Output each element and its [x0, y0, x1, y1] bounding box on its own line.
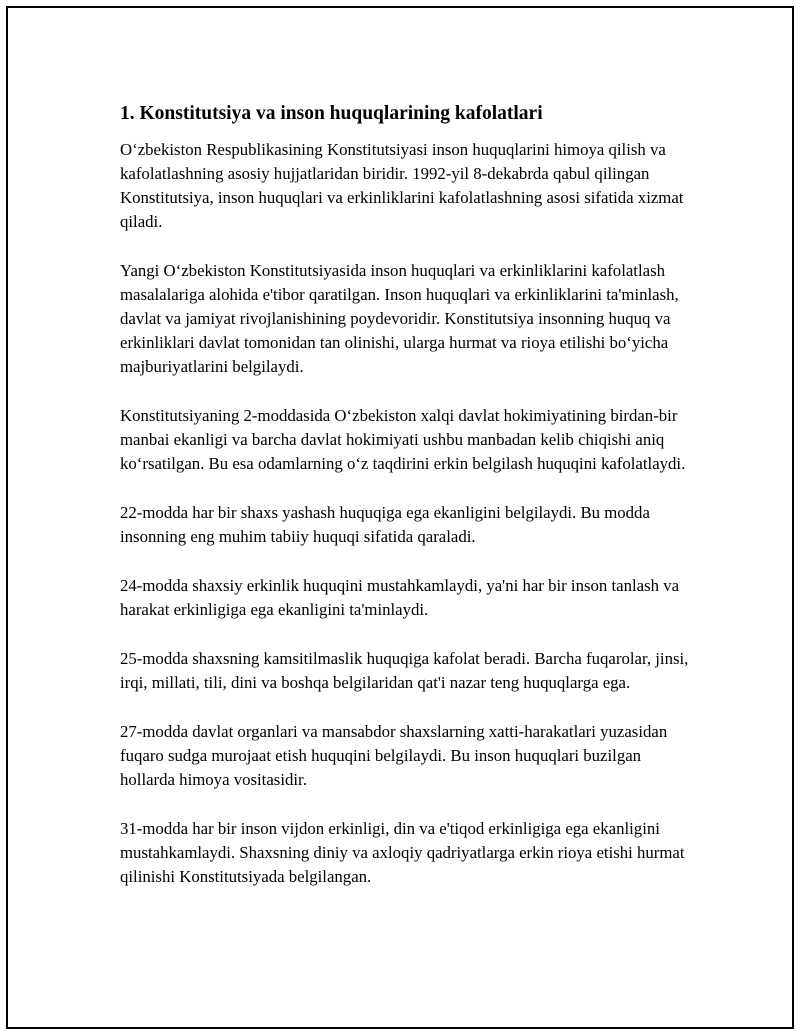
page-frame — [6, 6, 794, 1029]
document-body — [120, 92, 692, 914]
paragraph-intro: O‘zbekiston Respublikasining Konstitutsiyasi inson huquqlarini himoya qilish va kafolatlashning asosiy hujjatlaridan biridir. 1992-yil 8-dekabrda qabul qilingan Konstitutsiya, inson huquqlari va erkinliklarini kafolatlashning asosi sifatida xizmat qiladi. — [120, 140, 684, 231]
paragraph-article-25: 25-modda shaxsning kamsitilmaslik huquqiga kafolat beradi. Barcha fuqarolar, jinsi, irqi, millati, tili, dini va boshqa belgilaridan qat'i nazar teng huquqlarga ega. — [120, 649, 689, 692]
paragraph-article-27: 27-modda davlat organlari va mansabdor shaxslarning xatti-harakatlari yuzasidan fuqaro sudga murojaat etish huquqini belgilaydi. Bu inson huquqlari buzilgan hollarda himoya vositasidir. — [120, 722, 668, 789]
paragraph-article-31: 31-modda har bir inson vijdon erkinligi, din va e'tiqod erkinligiga ega ekanligini mustahkamlaydi. Shaxsning diniy va axloqiy qadriyatlarga erkin rioya etishi hurmat qilinishi Konstitutsiyada belgilangan. — [120, 819, 685, 886]
paragraph-article-24: 24-modda shaxsiy erkinlik huquqini mustahkamlaydi, ya'ni har bir inson tanlash va harakat erkinligiga ega ekanligini ta'minlaydi. — [120, 576, 680, 619]
paragraph-new-constitution: Yangi O‘zbekiston Konstitutsiyasida inson huquqlari va erkinliklarini kafolatlash masalalariga alohida e'tibor qaratilgan. Inson huquqlari va erkinliklarini ta'minlash, davlat va jamiyat rivojlanishining poydevoridir. Konstitutsiya insonning huquq va erkinliklari davlat tomonidan tan olinishi, ularga hurmat va rioya etilishi bo‘yicha majburiyatlarini belgilaydi. — [120, 261, 679, 376]
paragraph-article-2: Konstitutsiyaning 2-moddasida O‘zbekiston xalqi davlat hokimiyatining birdan-bir manbai ekanligi va barcha davlat hokimiyati ushbu manbadan kelib chiqishi aniq ko‘rsatilgan. Bu esa odamlarning o‘z taqdirini erkin belgilash huquqini kafolatlaydi. — [120, 406, 686, 473]
paragraph-article-22: 22-modda har bir shaxs yashash huquqiga ega ekanligini belgilaydi. Bu modda insonning eng muhim tabiiy huquqi sifatida qaraladi. — [120, 503, 650, 546]
document-title: 1. Konstitutsiya va inson huquqlarining kafolatlari — [120, 103, 543, 124]
